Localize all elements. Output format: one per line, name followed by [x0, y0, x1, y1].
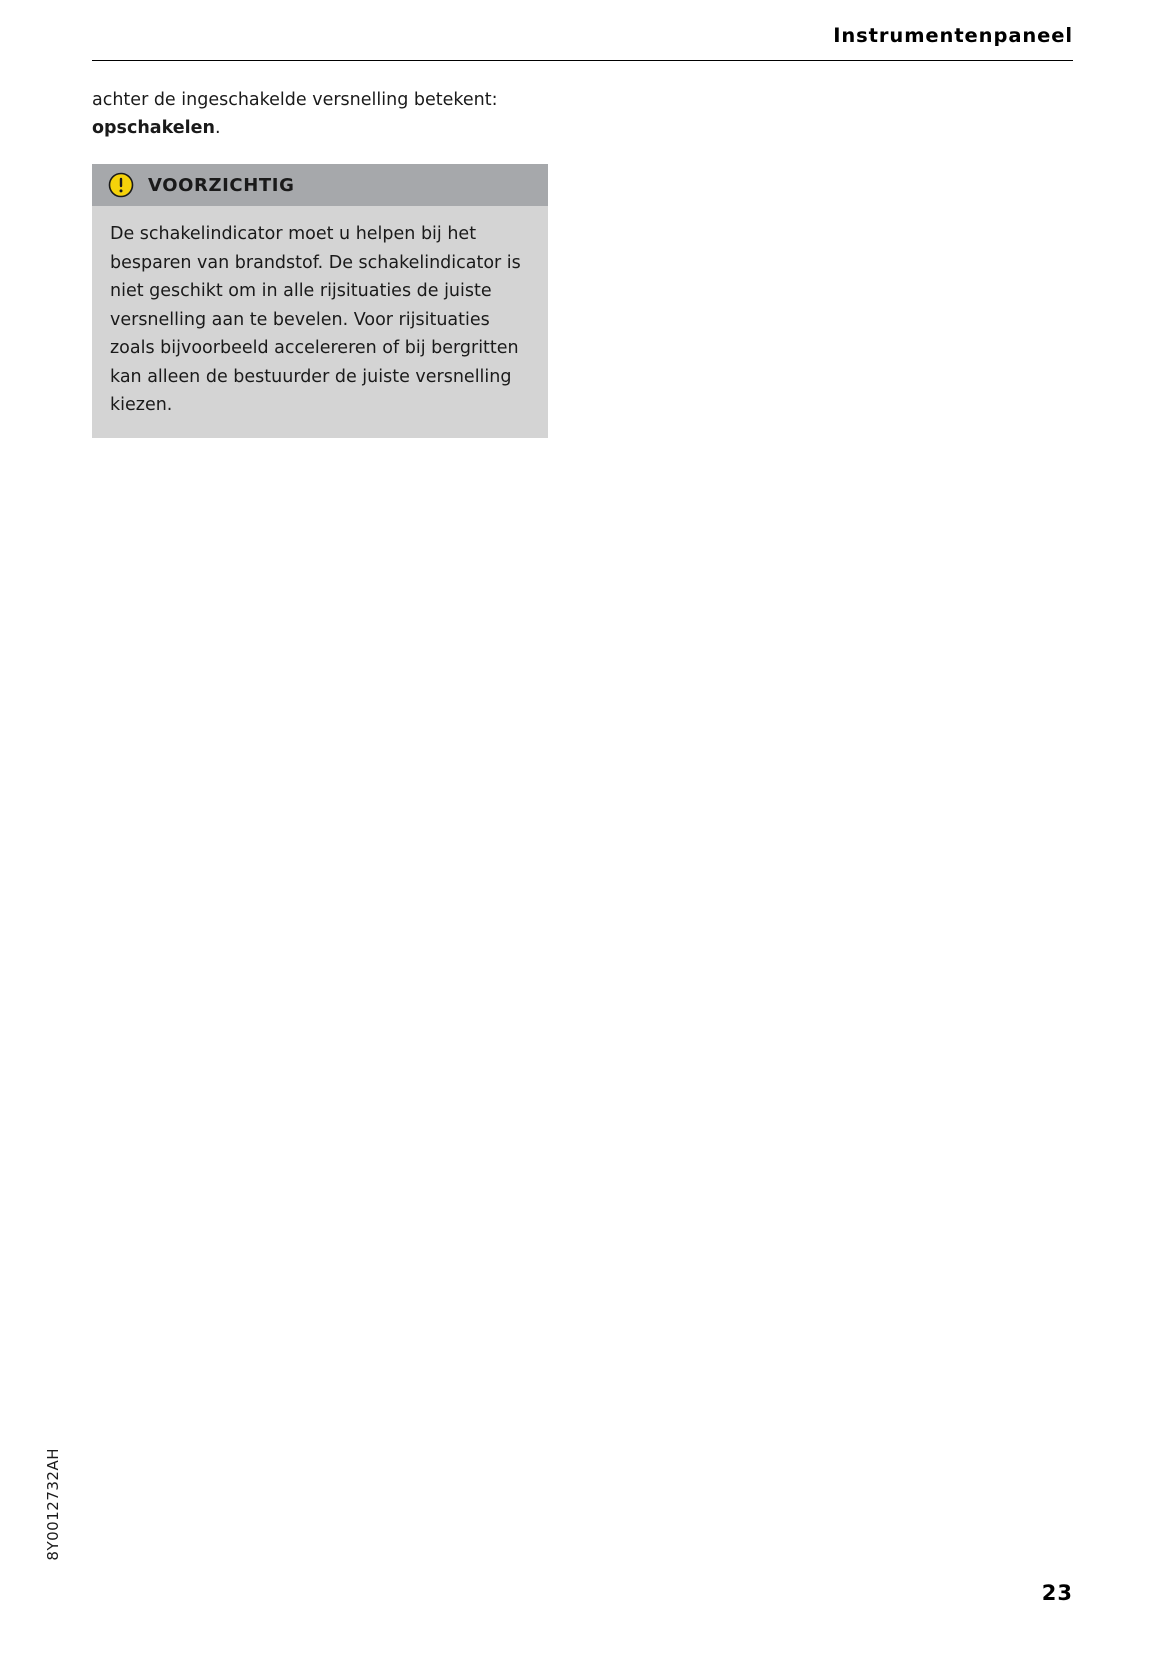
intro-bold-term: opschakelen: [92, 118, 215, 138]
caution-notice-body: De schakelindicator moet u helpen bij het besparen van brandstof. De schakelindicator is niet geschikt om in alle rijsituaties de juiste versnelling aan te bevelen. Voor rijsituaties zoals bijvoorbeeld accelereren of bij bergritten kan alleen de bestuurder de juiste versnelling kiezen.: [110, 224, 521, 415]
document-code: 8Y0012732AH: [44, 1448, 62, 1561]
page-header: [92, 24, 1073, 70]
caution-notice-header: [92, 164, 548, 206]
page-number: 23: [1041, 1581, 1073, 1605]
caution-notice-title: VOORZICHTIG: [148, 174, 295, 196]
caution-notice-box: [92, 164, 548, 438]
intro-period: .: [214, 118, 221, 138]
intro-text: achter de ingeschakelde versnelling betekent:: [92, 90, 498, 110]
intro-paragraph: [92, 86, 552, 142]
warning-exclamation-icon: [108, 172, 134, 198]
header-divider: [92, 60, 1073, 61]
page-title: Instrumentenpaneel: [833, 24, 1073, 47]
page-content: [92, 86, 552, 438]
